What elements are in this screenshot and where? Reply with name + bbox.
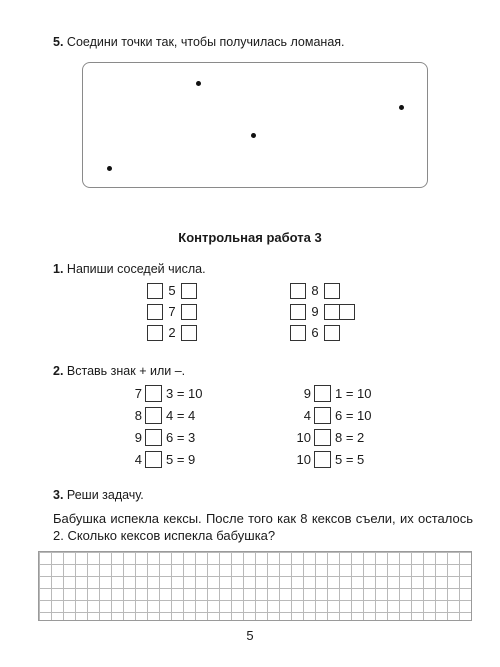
task-1-number: 1. [53, 262, 64, 276]
task-5-text: Соедини точки так, чтобы получилась ломаная. [66, 35, 345, 49]
sign-box[interactable] [314, 407, 331, 424]
task-5-title [53, 35, 345, 49]
task-3-text: Реши задачу. [66, 488, 144, 502]
equation-rest: 6 = 3 [166, 429, 196, 445]
equation-first-number: 7 [134, 385, 142, 401]
answer-box[interactable] [181, 325, 197, 341]
equation-first-number: 10 [296, 451, 311, 467]
equation-row [124, 383, 203, 403]
equation-rest: 1 = 10 [335, 385, 372, 401]
equation-rest: 5 = 9 [166, 451, 196, 467]
equation-rest: 4 = 4 [166, 407, 196, 423]
answer-box[interactable] [290, 283, 306, 299]
equation-row [293, 449, 364, 469]
problem-text: Бабушка испекла кексы. После того как 8 кексов съели, их осталось 2. Сколько кексов испекла бабушка? [53, 511, 473, 543]
neighbor-row [147, 281, 197, 300]
dot-point[interactable] [251, 133, 256, 138]
neighbor-row [290, 281, 340, 300]
answer-grid[interactable] [38, 551, 472, 621]
sign-box[interactable] [314, 429, 331, 446]
neighbor-row [147, 323, 197, 342]
answer-box[interactable] [147, 304, 163, 320]
sign-box[interactable] [314, 385, 331, 402]
equation-first-number: 10 [296, 429, 311, 445]
task-2-text: Вставь знак + или –. [66, 364, 186, 378]
sign-box[interactable] [145, 451, 162, 468]
equation-first-number: 9 [303, 385, 311, 401]
answer-box[interactable] [181, 283, 197, 299]
neighbor-row [290, 323, 340, 342]
equation-first-number: 9 [134, 429, 142, 445]
answer-box[interactable] [324, 304, 340, 320]
answer-box[interactable] [147, 325, 163, 341]
dot-point[interactable] [107, 166, 112, 171]
neighbor-number: 5 [168, 283, 176, 298]
work-title: Контрольная работа 3 [178, 230, 322, 245]
answer-box[interactable] [147, 283, 163, 299]
task-5-number: 5. [53, 35, 64, 49]
equation-row [293, 383, 372, 403]
task-2-title [53, 364, 185, 378]
equation-rest: 3 = 10 [166, 385, 203, 401]
equation-rest: 5 = 5 [335, 451, 365, 467]
equation-rest: 8 = 2 [335, 429, 365, 445]
answer-box[interactable] [181, 304, 197, 320]
task-1-text: Напиши соседей числа. [66, 262, 206, 276]
sign-box[interactable] [145, 429, 162, 446]
equation-row [293, 427, 364, 447]
neighbor-row [147, 302, 197, 321]
sign-box[interactable] [145, 385, 162, 402]
neighbor-row [290, 302, 355, 321]
dot-point[interactable] [399, 105, 404, 110]
equation-row [293, 405, 372, 425]
task-1-title [53, 262, 206, 276]
task-3-title [53, 488, 144, 502]
equation-rest: 6 = 10 [335, 407, 372, 423]
dot-point[interactable] [196, 81, 201, 86]
equation-first-number: 8 [134, 407, 142, 423]
neighbor-number: 9 [311, 304, 319, 319]
answer-box[interactable] [290, 325, 306, 341]
equation-row [124, 405, 195, 425]
answer-box[interactable] [324, 283, 340, 299]
neighbor-number: 7 [168, 304, 176, 319]
page-number: 5 [246, 628, 254, 643]
dots-frame[interactable] [82, 62, 428, 188]
neighbor-number: 2 [168, 325, 176, 340]
answer-box[interactable] [290, 304, 306, 320]
equation-row [124, 449, 195, 469]
task-2-number: 2. [53, 364, 64, 378]
task-3-number: 3. [53, 488, 64, 502]
equation-first-number: 4 [134, 451, 142, 467]
sign-box[interactable] [145, 407, 162, 424]
neighbor-number: 8 [311, 283, 319, 298]
answer-box[interactable] [324, 325, 340, 341]
answer-box[interactable] [339, 304, 355, 320]
equation-row [124, 427, 195, 447]
equation-first-number: 4 [303, 407, 311, 423]
neighbor-number: 6 [311, 325, 319, 340]
sign-box[interactable] [314, 451, 331, 468]
